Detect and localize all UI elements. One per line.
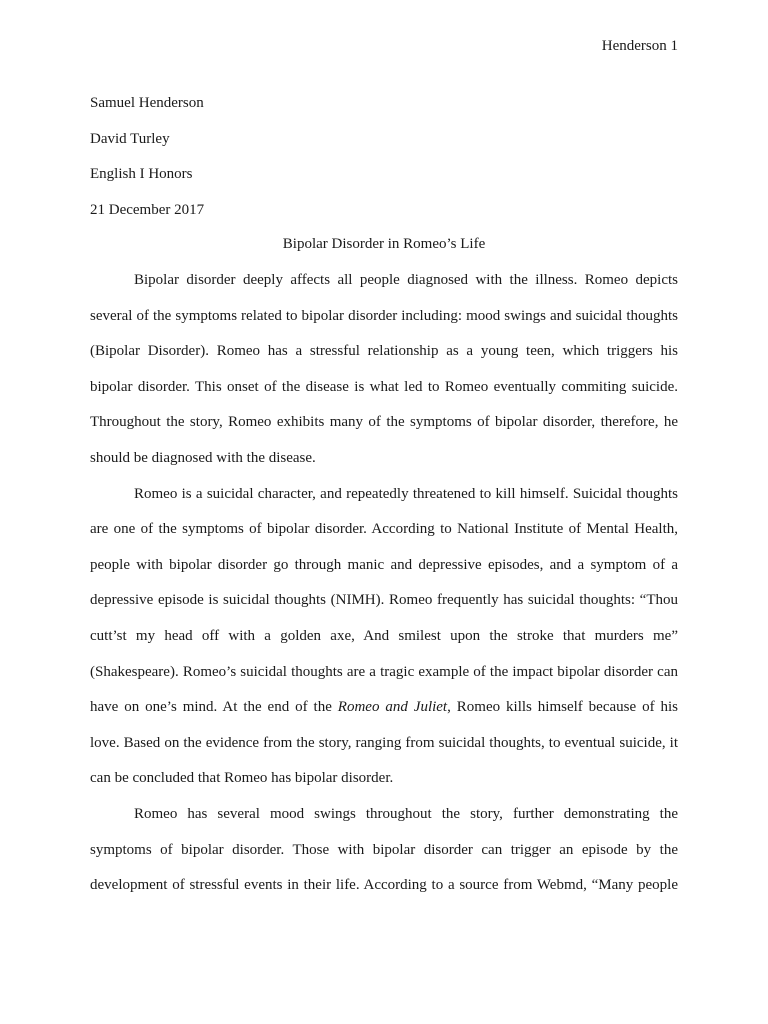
paragraph-1-line: Throughout the story, Romeo exhibits many of the symptoms of bipolar disorder, therefore, he: [90, 414, 678, 431]
paragraph-2-line: love. Based on the evidence from the story, ranging from suicidal thoughts, to eventual suicide, it: [90, 734, 678, 751]
running-head: Henderson 1: [601, 38, 678, 54]
instructor-name: David Turley: [90, 131, 170, 147]
paragraph-1-line: (Bipolar Disorder). Romeo has a stressful relationship as a young teen, which triggers his: [90, 343, 678, 360]
paragraph-2-line: Romeo is a suicidal character, and repeatedly threatened to kill himself. Suicidal thoughts: [134, 485, 678, 502]
paragraph-3-line: development of stressful events in their life. According to a source from Webmd, “Many people: [90, 877, 678, 894]
paragraph-1-line: several of the symptoms related to bipolar disorder including: mood swings and suicidal thoughts: [90, 307, 678, 324]
essay-date: 21 December 2017: [90, 202, 205, 218]
paragraph-2-line: depressive episode is suicidal thoughts (NIMH). Romeo frequently has suicidal thoughts: “Thou: [90, 592, 678, 609]
essay-title: Bipolar Disorder in Romeo’s Life: [282, 236, 486, 252]
paragraph-2-line: are one of the symptoms of bipolar disorder. According to National Institute of Mental Health,: [90, 521, 678, 538]
paragraph-1-line: Bipolar disorder deeply affects all people diagnosed with the illness. Romeo depicts: [134, 272, 678, 288]
paragraph-3-line: Romeo has several mood swings throughout the story, further demonstrating the: [134, 805, 678, 822]
line-text: , Romeo kills himself because of his: [447, 699, 678, 716]
paragraph-1-line: should be diagnosed with the disease.: [90, 449, 316, 466]
essay-body: [90, 270, 678, 911]
line-text: have on one’s mind. At the end of the: [90, 699, 338, 716]
paragraph-2-line: can be concluded that Romeo has bipolar disorder.: [90, 770, 394, 787]
paragraph-2-line: (Shakespeare). Romeo’s suicidal thoughts are a tragic example of the impact bipolar disorder can: [90, 663, 678, 680]
paragraph-2-line: people with bipolar disorder go through manic and depressive episodes, and a symptom of a: [90, 556, 678, 573]
paragraph-3-line: symptoms of bipolar disorder. Those with bipolar disorder can trigger an episode by the: [90, 841, 678, 858]
paragraph-2-line: [90, 697, 678, 733]
student-name: Samuel Henderson: [90, 95, 204, 111]
paragraph-2-line: cutt’st my head off with a golden axe, And smilest upon the stroke that murders me”: [90, 627, 678, 644]
paragraph-1-line: bipolar disorder. This onset of the disease is what led to Romeo eventually commiting suicide.: [90, 378, 678, 395]
course-name: English I Honors: [90, 166, 193, 182]
play-title-italic: Romeo and Juliet: [337, 699, 448, 716]
